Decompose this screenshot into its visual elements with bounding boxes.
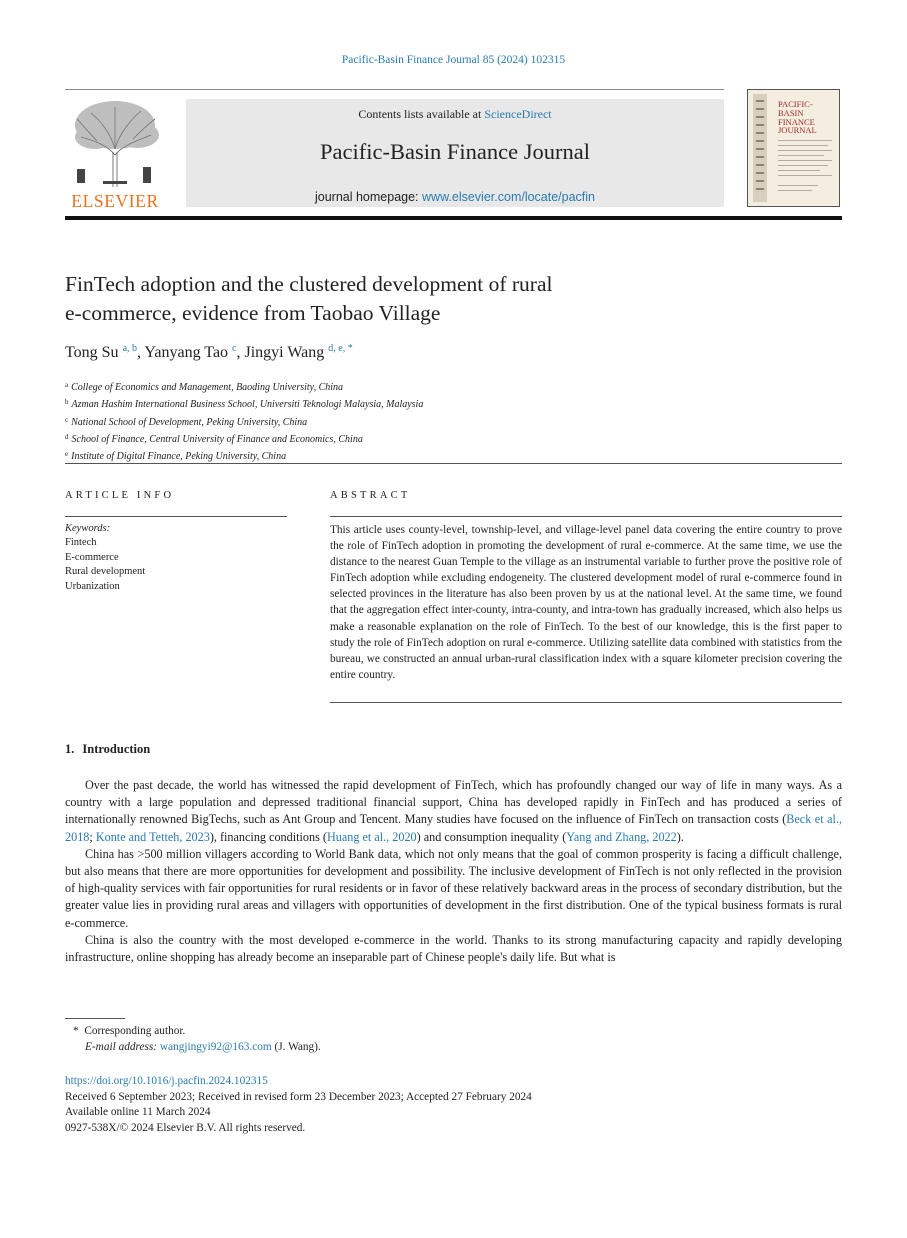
affiliation-key: b: [65, 398, 69, 407]
affiliation-text: College of Economics and Management, Baoding University, China: [71, 382, 344, 393]
citation-link[interactable]: Yang and Zhang, 2022: [566, 829, 677, 844]
affiliation-item: [65, 378, 765, 395]
affiliation-text: Azman Hashim International Business School, Universiti Teknologi Malaysia, Malaysia: [71, 399, 424, 411]
email-link[interactable]: wangjingyi92@163.com: [159, 1041, 272, 1053]
footnote-email: [65, 1039, 842, 1055]
cover-text-line: [778, 190, 812, 191]
paragraph-text: Over the past decade, the world has witnessed the rapid development of FinTech, which has profoundly changed our way of life in many ways. As a country with a large population and depressed traditional financial support, China has developed rapidly in FinTech and has produced a series of internationally renowned BigTechs, such as Ant Group and Tencent. Many studies have focused on the influence of FinTech on transaction costs (: [65, 778, 842, 827]
contents-prefix: Contents lists available at: [358, 107, 485, 121]
masthead-bottom-rule: [65, 216, 842, 220]
footnote-rule: [65, 1018, 125, 1019]
cover-text-line: [778, 150, 832, 151]
paragraph: China is also the country with the most developed e-commerce in the world. Thanks to its strong manufacturing capacity and rapidly developing infrastructure, online shopping has already become an inseparable part of Chinese people's daily life. But what is: [65, 932, 842, 965]
masthead-top-rule: [65, 89, 724, 90]
footnote-marker: *: [73, 1025, 79, 1037]
footnotes: [65, 1023, 842, 1055]
section-title: Introduction: [82, 742, 151, 756]
keyword-item: Rural development: [65, 566, 146, 578]
journal-masthead: [65, 89, 842, 219]
section-number: 1.: [65, 742, 75, 756]
citation-link[interactable]: Konte and Tetteh, 2023: [95, 829, 210, 844]
affiliation-list: [65, 378, 765, 464]
abstract-rule: [330, 516, 842, 517]
author-affiliation-marker[interactable]: c: [232, 343, 237, 354]
cover-title: [778, 100, 836, 135]
paragraph-text: ;: [89, 829, 96, 844]
article-info-rule: [65, 516, 287, 517]
cover-text-line: [778, 145, 828, 146]
author-affiliation-marker[interactable]: d, e, *: [328, 343, 353, 354]
email-suffix: (J. Wang).: [271, 1041, 321, 1053]
cover-text-line: [778, 185, 818, 186]
journal-name: Pacific-Basin Finance Journal: [320, 139, 590, 164]
section-divider: [65, 463, 842, 464]
paragraph: China has >500 million villagers according to World Bank data, which not only means that the goal of common prosperity is facing a difficult challenge, but also means that there are more opportunities for development and possibility. The inclusive development of FinTech is not only reflected in the provision of high-quality services with fair opportunities for rural residents or in favor of these relatively backward areas in the process of secondary distribution, but the greater value lies in providing rural areas and villagers with opportunities of development in the first distribution. One of the typical business formats is rural e-commerce.: [65, 846, 842, 930]
section-heading-introduction: [65, 742, 150, 757]
keyword-item: Fintech: [65, 537, 97, 549]
keywords-block: [65, 522, 287, 594]
affiliation-key: a: [65, 381, 69, 389]
affiliation-key: e: [65, 450, 69, 459]
available-online: Available online 11 March 2024: [65, 1106, 211, 1119]
doi-link[interactable]: https://doi.org/10.1016/j.pacfin.2024.102315: [65, 1075, 268, 1087]
cover-title-line: PACIFIC-: [778, 99, 813, 109]
elsevier-logo[interactable]: [65, 95, 165, 211]
elsevier-tree-icon: [67, 97, 163, 189]
journal-homepage: [186, 190, 724, 204]
received-dates: Received 6 September 2023; Received in revised form 23 December 2023; Accepted 27 February 2024: [65, 1090, 532, 1103]
homepage-link[interactable]: www.elsevier.com/locate/pacfin: [422, 190, 596, 204]
cover-title-line: FINANCE: [778, 116, 815, 127]
email-label: E-mail address:: [85, 1041, 158, 1053]
cover-text-line: [778, 160, 832, 161]
cover-text-line: [778, 175, 832, 176]
article-info-heading: ARTICLE INFO: [65, 490, 175, 501]
affiliation-key: c: [65, 415, 69, 424]
author-affiliation-marker[interactable]: a, b: [122, 343, 138, 354]
title-line-2: e-commerce, evidence from Taobao Village: [65, 300, 441, 325]
author-name[interactable]: Jingyi Wang: [244, 344, 325, 361]
affiliation-text: Institute of Digital Finance, Peking University, China: [71, 451, 287, 463]
homepage-prefix: journal homepage:: [314, 190, 423, 204]
paragraph-text: ), financing conditions (: [209, 829, 327, 844]
elsevier-wordmark: ELSEVIER: [71, 191, 159, 211]
citation-link[interactable]: Huang et al., 2020: [326, 829, 417, 844]
affiliation-item: [65, 395, 765, 412]
cover-text-line: [778, 140, 832, 141]
author-list: [65, 343, 765, 362]
keyword-item: Urbanization: [65, 580, 120, 592]
introduction-body: [65, 777, 842, 966]
article-title: [65, 270, 705, 327]
cover-side-strip-icon: [753, 94, 767, 202]
affiliation-text: National School of Development, Peking University, China: [71, 416, 308, 428]
copyright: 0927-538X/© 2024 Elsevier B.V. All rights reserved.: [65, 1122, 306, 1135]
journal-citation[interactable]: Pacific-Basin Finance Journal 85 (2024) 102315: [341, 54, 566, 66]
cover-text-line: [778, 170, 820, 171]
cover-text-line: [778, 165, 828, 166]
abstract-bottom-rule: [330, 702, 842, 703]
cover-title-line: JOURNAL: [778, 125, 817, 136]
keyword-item: E-commerce: [65, 551, 119, 563]
author-separator: ,: [236, 344, 245, 361]
keywords-label: Keywords:: [65, 523, 111, 534]
publication-info: [65, 1074, 842, 1137]
cover-title-line: BASIN: [778, 107, 804, 118]
author-name[interactable]: Yanyang Tao: [144, 344, 229, 361]
author-separator: ,: [137, 344, 145, 361]
citation-link[interactable]: Beck et al., 2018: [65, 812, 842, 844]
paragraph-text: ) and consumption inequality (: [416, 829, 567, 844]
contents-availability: [186, 107, 724, 122]
footnote-text: Corresponding author.: [84, 1025, 186, 1037]
affiliation-text: School of Finance, Central University of Finance and Economics, China: [71, 433, 363, 445]
author-name[interactable]: Tong Su: [65, 344, 119, 361]
footnote-corresponding: [65, 1023, 842, 1039]
affiliation-item: [65, 430, 765, 447]
affiliation-item: [65, 447, 765, 464]
paragraph: [65, 777, 842, 846]
sciencedirect-link[interactable]: ScienceDirect: [484, 107, 552, 121]
cover-text-line: [778, 155, 824, 156]
journal-banner: [186, 99, 724, 207]
abstract-text: This article uses county-level, township-level, and village-level panel data covering the entire country to prove the role of FinTech adoption in promoting the development of rural e-commerce. At the same time, we use the distance to the nearest Guan Temple to the village as an instrumental variable to further prove the positive role of FinTech adoption while excluding endogeneity. The clustered development model of rural e-commerce found in selected provinces in the literature has also been proven by us at the national level. At the same time, we found that the aggregation effect inter-county, intra-county, and intra-town has gradually increased, which also helps us make a reasonable explanation on the role of FinTech. To the best of our knowledge, this is the first paper to study the role of FinTech adoption on rural e-commerce. Utilizing satellite data combined with statistics from the bureau, we constructed an annual urban-rural classification index with a square kilometer precision covering the entire country.: [330, 524, 842, 681]
paragraph-text: ).: [676, 829, 684, 844]
journal-cover-thumbnail[interactable]: [747, 89, 840, 207]
title-line-1: FinTech adoption and the clustered development of rural: [65, 272, 553, 296]
affiliation-key: d: [65, 432, 69, 441]
affiliation-item: [65, 413, 765, 430]
abstract-heading: ABSTRACT: [330, 490, 411, 501]
